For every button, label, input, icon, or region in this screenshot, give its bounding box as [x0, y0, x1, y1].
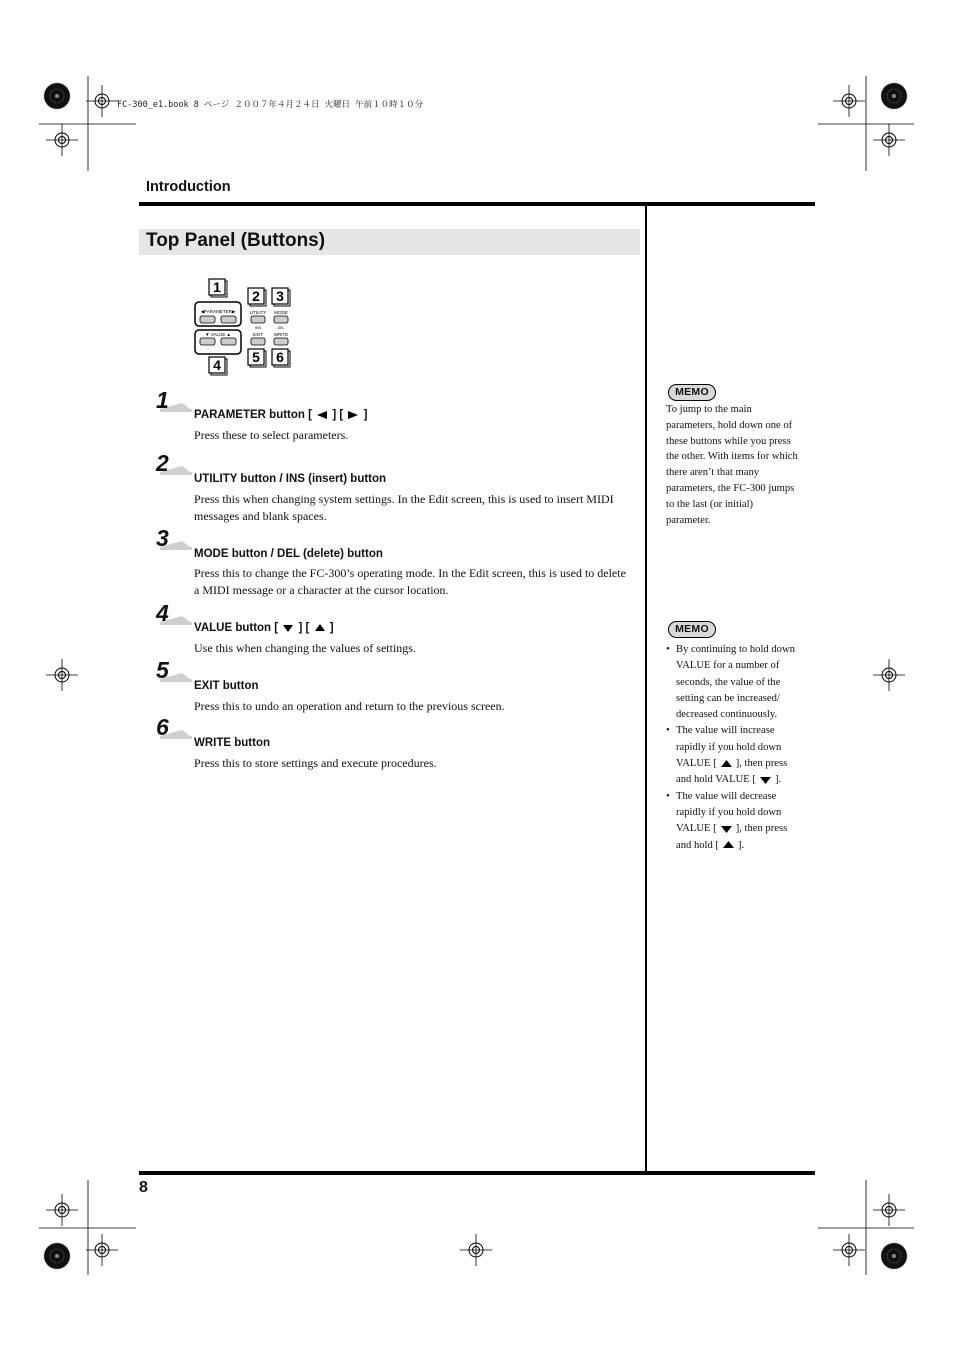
up-arrow-icon: [721, 760, 732, 768]
print-header: FC-300_e1.book 8 ページ ２００７年４月２４日 火曜日 午前１０時１０分: [117, 100, 424, 110]
step-body: Press this to undo an operation and return to the previous screen.: [194, 699, 505, 713]
step-number: 2: [156, 450, 169, 476]
step-marker-1: [152, 387, 197, 419]
memo-list-item: • The value will increase rapidly if you hold down VALUE [ ], then press and hold VALUE [ ].: [666, 725, 788, 786]
callout-3: [272, 288, 290, 306]
step-body: Press this to change the FC-300’s operating mode. In the Edit screen, this is used to delete a MIDI message or a character at the cursor location.: [194, 566, 626, 597]
step-heading-utility: UTILITY button / INS (insert) button: [194, 473, 387, 485]
column-divider: [645, 206, 647, 1173]
svg-text:INS: INS: [255, 326, 261, 330]
top-rule: [139, 202, 815, 206]
step-number: 4: [156, 600, 169, 626]
down-arrow-icon: [721, 825, 732, 833]
step-body: Press this to store settings and execute procedures.: [194, 756, 437, 770]
step-marker-4: [152, 600, 197, 632]
down-arrow-icon: [282, 623, 294, 633]
memo-list-item: • By continuing to hold down VALUE for a number of seconds, the value of the setting can be increased/ decreased continuously.: [666, 644, 795, 721]
svg-text:2: 2: [252, 288, 260, 304]
memo-badge: MEMO: [668, 621, 716, 638]
callout-6: [272, 349, 290, 367]
svg-text:3: 3: [276, 288, 284, 304]
step-heading-write: WRITE button: [194, 737, 271, 749]
callout-5: [248, 349, 266, 367]
up-arrow-icon: [314, 623, 326, 633]
top-panel-diagram: [190, 275, 300, 380]
step-number: 6: [156, 714, 169, 740]
step-heading-mode: MODE button / DEL (delete) button: [194, 548, 383, 560]
svg-text:▼ VALUE ▲: ▼ VALUE ▲: [205, 332, 231, 337]
step-marker-5: [152, 657, 197, 689]
step-body: Press this when changing system settings. In the Edit screen, this is used to insert MIDI messages and blank spaces.: [194, 492, 614, 523]
memo-list-item: • The value will decrease rapidly if you hold down VALUE [ ], then press and hold [ ].: [666, 790, 788, 851]
svg-text:1: 1: [213, 279, 221, 295]
step-marker-3: [152, 525, 197, 557]
callout-2: [248, 288, 266, 306]
bottom-rule: [139, 1171, 815, 1175]
callout-4: [209, 357, 227, 375]
step-body: Use this when changing the values of settings.: [194, 641, 416, 655]
step-body: Press these to select parameters.: [194, 428, 349, 442]
right-arrow-icon: [347, 410, 359, 420]
svg-text:UTILITY: UTILITY: [249, 310, 267, 315]
memo-list: [664, 642, 814, 854]
step-number: 1: [156, 387, 169, 413]
step-number: 3: [156, 525, 169, 551]
memo-text: To jump to the main parameters, hold down one of these buttons while you press the other. With items for which there aren’t that many parameters, the FC-300 jumps to the last (or initial) parameter.: [666, 404, 798, 526]
page-title: Top Panel (Buttons): [146, 230, 326, 251]
step-number: 5: [156, 657, 169, 683]
step-marker-6: [152, 714, 197, 746]
svg-text:◀PARAMETER▶: ◀PARAMETER▶: [200, 309, 236, 314]
page-number: 8: [139, 1179, 148, 1196]
svg-text:4: 4: [213, 357, 221, 373]
down-arrow-icon: [760, 776, 771, 784]
step-marker-2: [152, 450, 197, 482]
svg-text:MODE: MODE: [274, 310, 288, 315]
section-label: Introduction: [146, 179, 231, 195]
step-heading-parameter: PARAMETER button [ ] [ ]: [194, 409, 368, 421]
svg-text:5: 5: [252, 349, 260, 365]
left-arrow-icon: [316, 410, 328, 420]
memo-badge: MEMO: [668, 384, 716, 401]
step-heading-exit: EXIT button: [194, 680, 259, 692]
callout-1: [209, 279, 227, 297]
up-arrow-icon: [723, 841, 734, 849]
svg-text:EXIT: EXIT: [252, 332, 264, 337]
step-heading-value: VALUE button [ ] [ ]: [194, 622, 334, 634]
svg-text:WRITE: WRITE: [273, 332, 289, 337]
svg-text:DEL: DEL: [277, 326, 285, 330]
svg-text:6: 6: [276, 349, 284, 365]
